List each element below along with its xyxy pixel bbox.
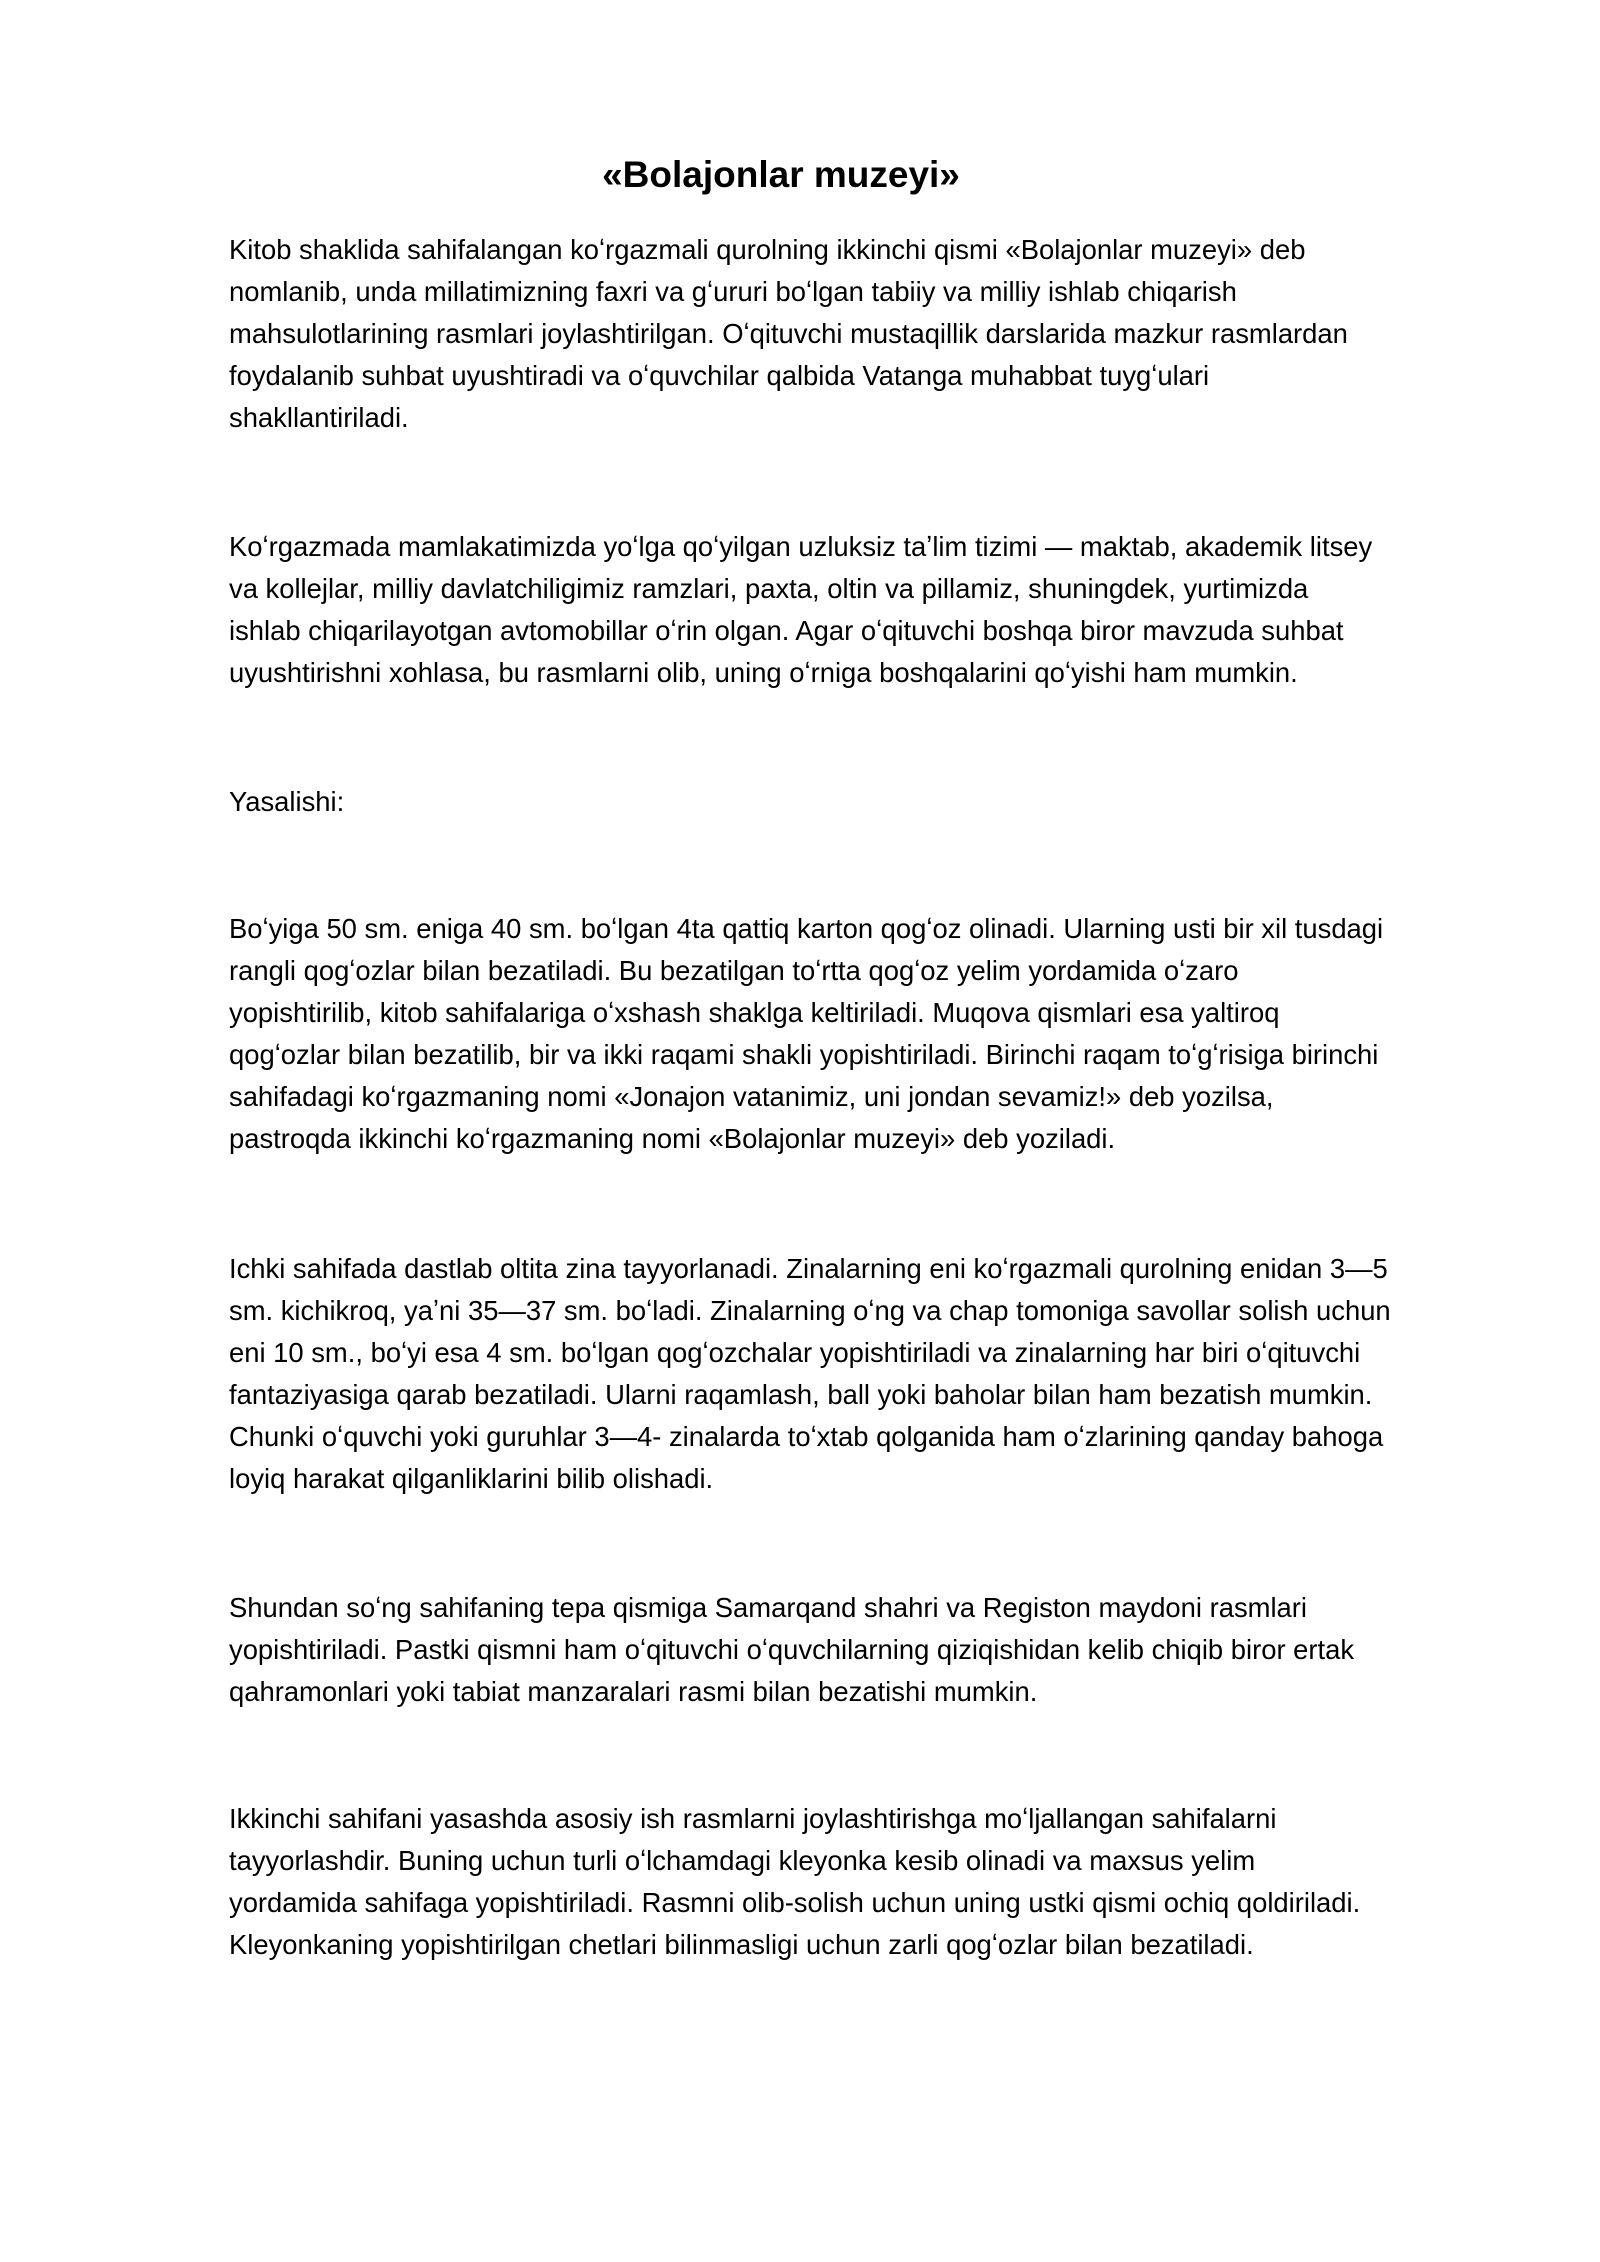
paragraph-decoration (229, 1587, 1494, 1713)
text-line: Boʻyiga 50 sm. eniga 40 sm. boʻlgan 4ta qattiq karton qogʻoz olinadi. Ularning usti bir xil tusdagi (229, 913, 1384, 944)
text-line: yordamida sahifaga yopishtiriladi. Rasmni olib-solish uchun uning ustki qismi ochiq qoldiriladi. (229, 1887, 1361, 1918)
text-line: ishlab chiqarilayotgan avtomobillar oʻrin olgan. Agar oʻqituvchi boshqa biror mavzuda suhbat (229, 615, 1344, 646)
text-line: pastroqda ikkinchi koʻrgazmaning nomi «Bolajonlar muzeyi» deb yoziladi. (229, 1123, 1116, 1154)
text-line: fantaziyasiga qarab bezatiladi. Ularni raqamlash, ball yoki baholar bilan ham bezatish mumkin. (229, 1379, 1373, 1410)
text-line: Ichki sahifada dastlab oltita zina tayyorlanadi. Zinalarning eni koʻrgazmali qurolning enidan 3—5 (229, 1253, 1388, 1284)
document-title: «Bolajonlar muzeyi» (602, 154, 960, 195)
text-line: va kollejlar, milliy davlatchiligimiz ramzlari, paxta, oltin va pillamiz, shuningdek, yurtimizda (229, 573, 1309, 604)
text-line: sm. kichikroq, yaʼni 35—37 sm. boʻladi. Zinalarning oʻng va chap tomoniga savollar solish uchun (229, 1295, 1391, 1326)
text-line: eni 10 sm., boʻyi esa 4 sm. boʻlgan qogʻozchalar yopishtiriladi va zinalarning har biri oʻqituvchi (229, 1337, 1361, 1368)
paragraph-inner-page (229, 1248, 1494, 1500)
section-heading-yasalishi (229, 781, 1494, 823)
text-line: Kitob shaklida sahifalangan koʻrgazmali qurolning ikkinchi qismi «Bolajonlar muzeyi» deb (229, 234, 1306, 265)
text-line: Shundan soʻng sahifaning tepa qismiga Samarqand shahri va Registon maydoni rasmlari (229, 1592, 1307, 1623)
text-line: mahsulotlarining rasmlari joylashtirilgan. Oʻqituvchi mustaqillik darslarida mazkur rasmlardan (229, 318, 1348, 349)
paragraph-intro (229, 229, 1494, 439)
text-line: Kleyonkaning yopishtirilgan chetlari bilinmasligi uchun zarli qogʻozlar bilan bezatiladi. (229, 1929, 1254, 1960)
text-line: Yasalishi: (229, 786, 345, 817)
text-line: qogʻozlar bilan bezatilib, bir va ikki raqami shakli yopishtiriladi. Birinchi raqam toʻgʻrisiga birinchi (229, 1039, 1379, 1070)
text-line: Chunki oʻquvchi yoki guruhlar 3—4- zinalarda toʻxtab qolganida ham oʻzlarining qanday bahoga (229, 1421, 1384, 1452)
paragraph-exhibition-content (229, 526, 1494, 694)
text-line: loyiq harakat qilganliklarini bilib olishadi. (229, 1463, 714, 1494)
text-line: tayyorlashdir. Buning uchun turli oʻlchamdagi kleyonka kesib olinadi va maxsus yelim (229, 1845, 1256, 1876)
text-line: uyushtirishni xohlasa, bu rasmlarni olib, uning oʻrniga boshqalarini qoʻyishi ham mumkin. (229, 657, 1298, 688)
text-line: nomlanib, unda millatimizning faxri va gʻururi boʻlgan tabiiy va milliy ishlab chiqarish (229, 276, 1237, 307)
text-line: foydalanib suhbat uyushtiradi va oʻquvchilar qalbida Vatanga muhabbat tuygʻulari (229, 360, 1210, 391)
text-line: Ikkinchi sahifani yasashda asosiy ish rasmlarni joylashtirishga moʻljallangan sahifalarni (229, 1803, 1277, 1834)
text-line: sahifadagi koʻrgazmaning nomi «Jonajon vatanimiz, uni jondan sevamiz!» deb yozilsa, (229, 1081, 1274, 1112)
paragraph-second-page (229, 1798, 1494, 1966)
paragraph-construction (229, 908, 1494, 1160)
text-line: qahramonlari yoki tabiat manzaralari rasmi bilan bezatishi mumkin. (229, 1676, 1038, 1707)
text-line: Koʻrgazmada mamlakatimizda yoʻlga qoʻyilgan uzluksiz taʼlim tizimi — maktab, akademik litsey (229, 531, 1373, 562)
text-line: yopishtiriladi. Pastki qismni ham oʻqituvchi oʻquvchilarning qiziqishidan kelib chiqib biror ertak (229, 1634, 1355, 1665)
text-line: rangli qogʻozlar bilan bezatiladi. Bu bezatilgan toʻrtta qogʻoz yelim yordamida oʻzaro (229, 955, 1239, 986)
text-line: yopishtirilib, kitob sahifalariga oʻxshash shaklga keltiriladi. Muqova qismlari esa yaltiroq (229, 997, 1280, 1028)
text-line: shakllantiriladi. (229, 402, 409, 433)
